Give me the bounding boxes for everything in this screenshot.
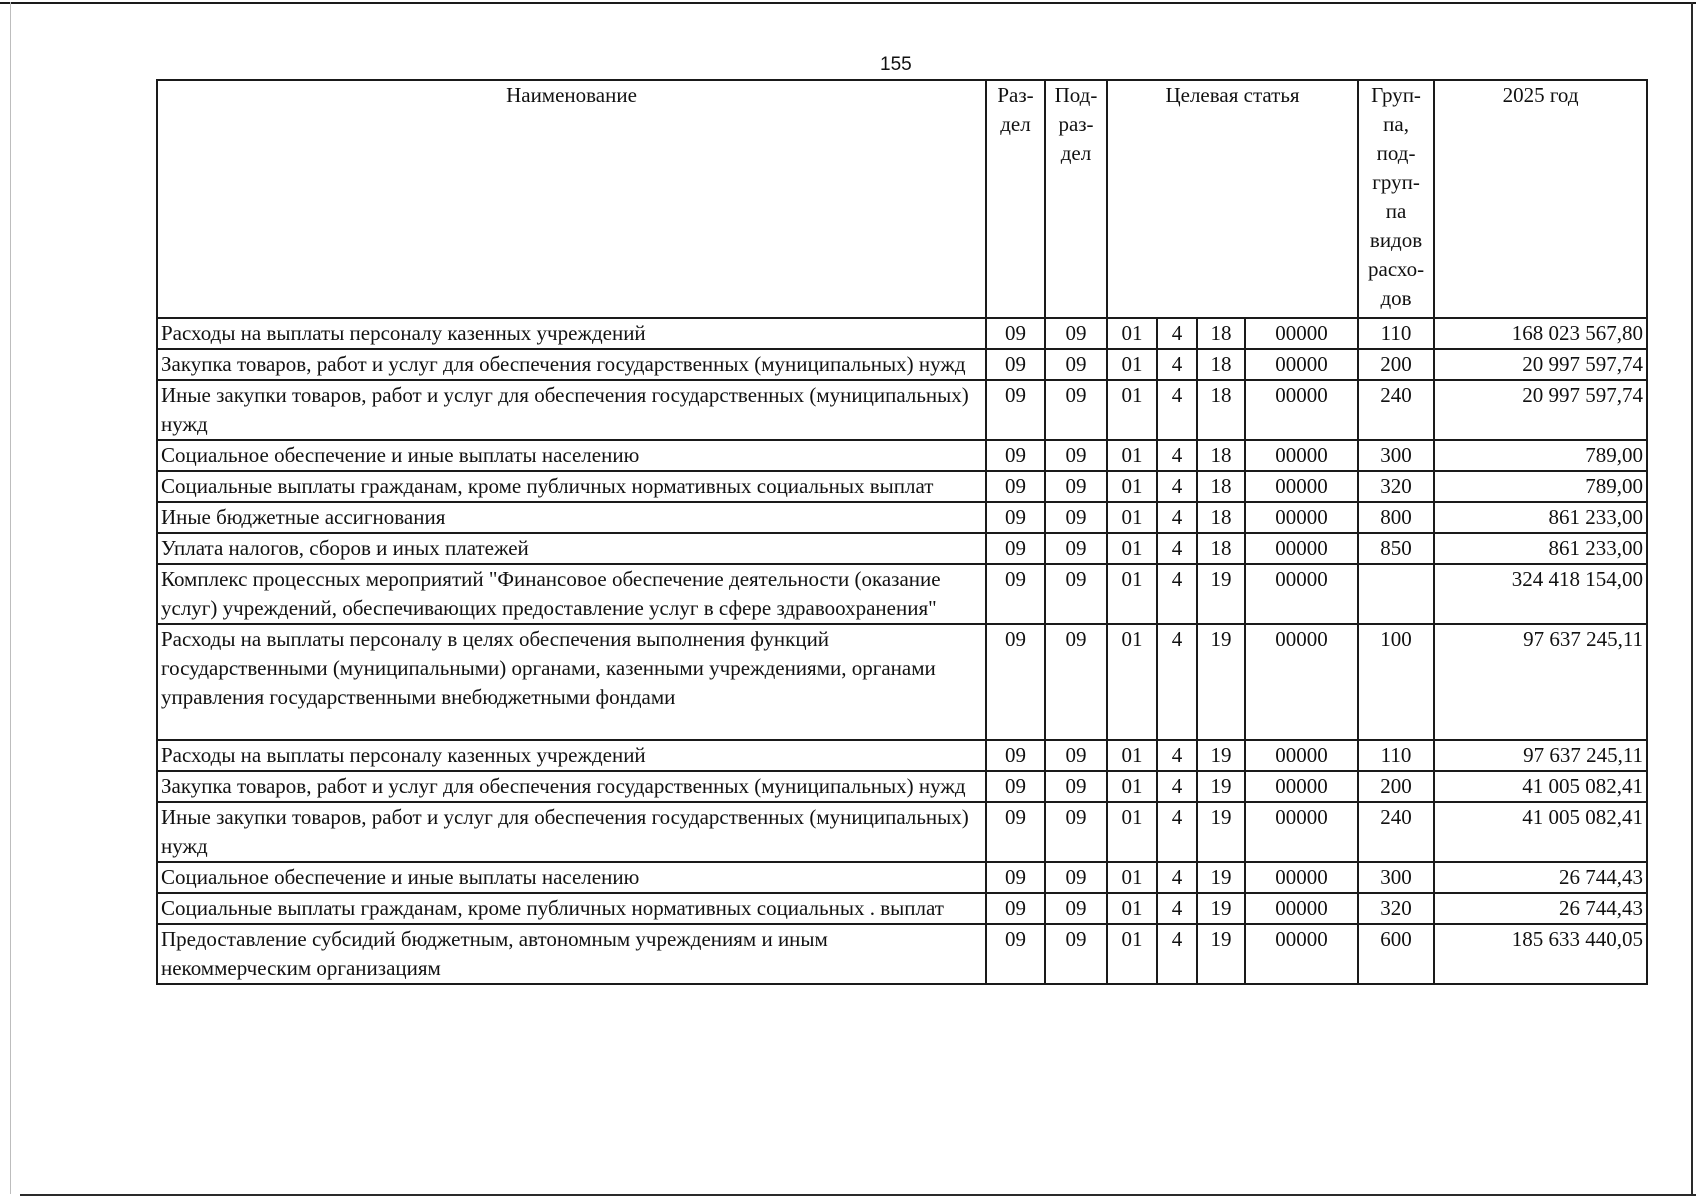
cell-subsection: 09 [1045,771,1107,802]
header-year: 2025 год [1434,80,1647,318]
cell-target-direction: 00000 [1245,564,1358,624]
cell-target-direction: 00000 [1245,802,1358,862]
cell-target-program: 01 [1107,318,1157,349]
cell-amount: 861 233,00 [1434,502,1647,533]
cell-name: Расходы на выплаты персоналу казенных учреждений [157,740,986,771]
cell-amount: 97 637 245,11 [1434,740,1647,771]
cell-amount: 168 023 567,80 [1434,318,1647,349]
cell-subsection: 09 [1045,740,1107,771]
table-row [157,471,1647,502]
cell-target-type: 4 [1157,440,1197,471]
cell-target-direction: 00000 [1245,318,1358,349]
cell-target-program: 01 [1107,771,1157,802]
cell-target-complex: 19 [1197,740,1245,771]
cell-expense-group: 110 [1358,740,1434,771]
cell-target-program: 01 [1107,471,1157,502]
cell-target-direction: 00000 [1245,380,1358,440]
table-row [157,624,1647,740]
cell-target-complex: 18 [1197,440,1245,471]
cell-expense-group: 300 [1358,440,1434,471]
cell-target-program: 01 [1107,533,1157,564]
cell-target-direction: 00000 [1245,502,1358,533]
cell-section: 09 [986,740,1045,771]
table-row [157,862,1647,893]
cell-target-program: 01 [1107,380,1157,440]
cell-target-complex: 19 [1197,893,1245,924]
table-row [157,380,1647,440]
header-expense-group: Груп- па, под- груп- па видов расхо- дов [1358,80,1434,318]
cell-expense-group: 240 [1358,380,1434,440]
cell-name: Закупка товаров, работ и услуг для обеспечения государственных (муниципальных) нужд [157,349,986,380]
cell-section: 09 [986,924,1045,984]
cell-target-type: 4 [1157,893,1197,924]
cell-target-direction: 00000 [1245,924,1358,984]
cell-target-program: 01 [1107,802,1157,862]
cell-target-type: 4 [1157,349,1197,380]
table-row [157,893,1647,924]
cell-target-type: 4 [1157,771,1197,802]
cell-target-direction: 00000 [1245,740,1358,771]
header-name: Наименование [157,80,986,318]
cell-target-direction: 00000 [1245,349,1358,380]
cell-section: 09 [986,502,1045,533]
header-section: Раз- дел [986,80,1045,318]
cell-expense-group: 300 [1358,862,1434,893]
scan-border-bottom [20,1194,1696,1196]
cell-expense-group: 600 [1358,924,1434,984]
cell-target-complex: 19 [1197,564,1245,624]
cell-section: 09 [986,862,1045,893]
cell-target-direction: 00000 [1245,893,1358,924]
cell-expense-group: 320 [1358,893,1434,924]
cell-section: 09 [986,349,1045,380]
table-row [157,440,1647,471]
cell-expense-group: 200 [1358,349,1434,380]
cell-expense-group: 320 [1358,471,1434,502]
cell-target-direction: 00000 [1245,771,1358,802]
table-row [157,740,1647,771]
cell-target-complex: 18 [1197,471,1245,502]
cell-subsection: 09 [1045,380,1107,440]
cell-target-complex: 19 [1197,771,1245,802]
cell-target-type: 4 [1157,471,1197,502]
cell-expense-group: 850 [1358,533,1434,564]
table-row [157,533,1647,564]
scan-border-top [0,2,1696,4]
cell-target-type: 4 [1157,502,1197,533]
table-header-row [157,80,1647,318]
cell-target-type: 4 [1157,564,1197,624]
cell-name: Предоставление субсидий бюджетным, автономным учреждениям и иным некоммерческим организациям [157,924,986,984]
cell-amount: 41 005 082,41 [1434,802,1647,862]
cell-expense-group: 110 [1358,318,1434,349]
cell-expense-group: 240 [1358,802,1434,862]
cell-name: Комплекс процессных мероприятий "Финансовое обеспечение деятельности (оказание услуг) учреждений, обеспечивающих предоставление услуг в сфере здравоохранения" [157,564,986,624]
cell-name: Иные бюджетные ассигнования [157,502,986,533]
cell-amount: 97 637 245,11 [1434,624,1647,740]
cell-subsection: 09 [1045,893,1107,924]
cell-target-type: 4 [1157,862,1197,893]
cell-name: Уплата налогов, сборов и иных платежей [157,533,986,564]
cell-target-type: 4 [1157,740,1197,771]
table-row [157,802,1647,862]
cell-subsection: 09 [1045,533,1107,564]
cell-target-complex: 19 [1197,802,1245,862]
cell-subsection: 09 [1045,440,1107,471]
cell-name: Закупка товаров, работ и услуг для обеспечения государственных (муниципальных) нужд [157,771,986,802]
page-number: 155 [880,54,912,75]
header-target-article: Целевая статья [1107,80,1358,318]
cell-target-type: 4 [1157,624,1197,740]
cell-name: Расходы на выплаты персоналу в целях обеспечения выполнения функций государственными (муниципальными) органами, казенными учреждениями, органами управления государственными внебюджетными фондами [157,624,986,740]
table-row [157,771,1647,802]
cell-subsection: 09 [1045,502,1107,533]
cell-section: 09 [986,771,1045,802]
cell-subsection: 09 [1045,802,1107,862]
cell-target-complex: 18 [1197,349,1245,380]
cell-target-program: 01 [1107,624,1157,740]
cell-target-type: 4 [1157,533,1197,564]
cell-target-complex: 19 [1197,624,1245,740]
table-row [157,564,1647,624]
cell-target-complex: 18 [1197,533,1245,564]
cell-name: Иные закупки товаров, работ и услуг для обеспечения государственных (муниципальных) нужд [157,380,986,440]
cell-expense-group: 800 [1358,502,1434,533]
cell-name: Иные закупки товаров, работ и услуг для обеспечения государственных (муниципальных) нужд [157,802,986,862]
cell-expense-group: 200 [1358,771,1434,802]
cell-subsection: 09 [1045,624,1107,740]
cell-target-program: 01 [1107,564,1157,624]
cell-subsection: 09 [1045,564,1107,624]
cell-name: Социальные выплаты гражданам, кроме публичных нормативных социальных . выплат [157,893,986,924]
cell-name: Социальные выплаты гражданам, кроме публичных нормативных социальных выплат [157,471,986,502]
cell-target-program: 01 [1107,349,1157,380]
cell-amount: 789,00 [1434,440,1647,471]
cell-section: 09 [986,802,1045,862]
cell-subsection: 09 [1045,924,1107,984]
cell-target-complex: 19 [1197,862,1245,893]
cell-target-type: 4 [1157,924,1197,984]
cell-amount: 861 233,00 [1434,533,1647,564]
cell-target-program: 01 [1107,740,1157,771]
cell-target-direction: 00000 [1245,862,1358,893]
cell-target-complex: 19 [1197,924,1245,984]
cell-target-type: 4 [1157,802,1197,862]
cell-target-direction: 00000 [1245,624,1358,740]
cell-section: 09 [986,893,1045,924]
cell-amount: 20 997 597,74 [1434,380,1647,440]
table-row [157,318,1647,349]
table-row [157,502,1647,533]
cell-target-program: 01 [1107,440,1157,471]
cell-amount: 185 633 440,05 [1434,924,1647,984]
budget-table [156,79,1648,985]
cell-target-type: 4 [1157,380,1197,440]
cell-section: 09 [986,380,1045,440]
cell-subsection: 09 [1045,862,1107,893]
cell-target-direction: 00000 [1245,471,1358,502]
header-subsection: Под- раз- дел [1045,80,1107,318]
cell-target-complex: 18 [1197,318,1245,349]
cell-section: 09 [986,440,1045,471]
scan-border-right [1691,2,1693,1194]
cell-name: Социальное обеспечение и иные выплаты населению [157,440,986,471]
cell-target-program: 01 [1107,924,1157,984]
cell-expense-group: 100 [1358,624,1434,740]
cell-target-complex: 18 [1197,380,1245,440]
cell-section: 09 [986,564,1045,624]
cell-target-program: 01 [1107,502,1157,533]
cell-subsection: 09 [1045,471,1107,502]
cell-target-type: 4 [1157,318,1197,349]
cell-target-program: 01 [1107,893,1157,924]
cell-section: 09 [986,318,1045,349]
cell-amount: 20 997 597,74 [1434,349,1647,380]
cell-amount: 26 744,43 [1434,893,1647,924]
cell-section: 09 [986,624,1045,740]
table-body [157,318,1647,984]
cell-subsection: 09 [1045,349,1107,380]
cell-expense-group [1358,564,1434,624]
cell-section: 09 [986,471,1045,502]
cell-target-program: 01 [1107,862,1157,893]
cell-amount: 41 005 082,41 [1434,771,1647,802]
cell-target-direction: 00000 [1245,533,1358,564]
cell-section: 09 [986,533,1045,564]
cell-target-complex: 18 [1197,502,1245,533]
cell-name: Расходы на выплаты персоналу казенных учреждений [157,318,986,349]
cell-amount: 324 418 154,00 [1434,564,1647,624]
scan-border-left [10,2,11,1194]
cell-subsection: 09 [1045,318,1107,349]
table-row [157,924,1647,984]
cell-name: Социальное обеспечение и иные выплаты населению [157,862,986,893]
cell-target-direction: 00000 [1245,440,1358,471]
table-row [157,349,1647,380]
cell-amount: 26 744,43 [1434,862,1647,893]
cell-amount: 789,00 [1434,471,1647,502]
